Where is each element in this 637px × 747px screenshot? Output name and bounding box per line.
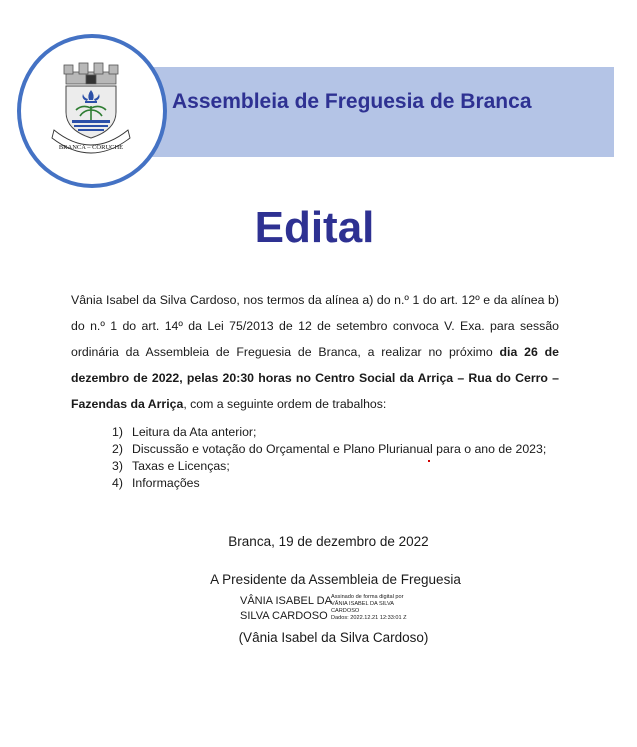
signer-name: (Vânia Isabel da Silva Cardoso) <box>238 630 429 645</box>
signature-detail-line: Dados: 2022.12.21 12:33:01 Z <box>331 615 407 621</box>
meeting-datetime-place: dia 26 de dezembro de 2022, pelas 20:30 horas no Centro Social da Arriça – Rua do Cerro – Fazendas da Arriça <box>71 345 559 411</box>
agenda-item <box>112 441 546 458</box>
outro-text: , com a seguinte ordem de trabalhos: <box>183 397 387 411</box>
place-date: Branca, 19 de dezembro de 2022 <box>228 534 429 549</box>
agenda-item <box>112 475 546 492</box>
agenda-item-number: 2) <box>112 442 123 456</box>
agenda-item-number: 4) <box>112 476 123 490</box>
stray-mark <box>428 460 430 462</box>
mural-crown <box>64 63 118 84</box>
agenda-item-number: 1) <box>112 425 123 439</box>
agenda-item <box>112 424 546 441</box>
agenda-list <box>112 424 546 492</box>
crest-motto: BRANCA – CORUCHE <box>58 144 124 151</box>
coat-of-arms-icon <box>48 60 134 156</box>
org-title: Assembleia de Freguesia de Branca <box>172 90 532 113</box>
agenda-item-text: Leitura da Ata anterior; <box>132 425 257 439</box>
signature-detail-line: Assinado de forma digital por <box>331 594 404 600</box>
agenda-item <box>112 458 546 475</box>
signature-detail-line: VÂNIA ISABEL DA SILVA <box>331 601 395 607</box>
intro-text: Vânia Isabel da Silva Cardoso, nos termos da alínea a) do n.º 1 do art. 12º e da alínea b) do n.º 1 do art. 14º da Lei 75/2013 de 12 de setembro convoca V. Exa. para sessão ordinária da Assembleia de Freguesia de Branca, a realizar no próximo <box>71 293 559 359</box>
digital-signature-details <box>331 594 441 622</box>
signature-detail-line: CARDOSO <box>331 608 360 614</box>
signature-name-line: VÂNIA ISABEL DA <box>240 595 332 607</box>
agenda-item-text: Informações <box>132 476 200 490</box>
agenda-item-text: Discussão e votação do Orçamental e Plano Plurianual para o ano de 2023; <box>132 442 547 456</box>
agenda-item-text: Taxas e Licenças; <box>132 459 230 473</box>
digital-signature-name <box>240 594 332 624</box>
document-title: Edital <box>254 203 375 252</box>
signature-name-line: SILVA CARDOSO <box>240 610 328 622</box>
convocation-paragraph <box>71 287 559 417</box>
signer-role: A Presidente da Assembleia de Freguesia <box>210 572 461 587</box>
agenda-item-number: 3) <box>112 459 123 473</box>
